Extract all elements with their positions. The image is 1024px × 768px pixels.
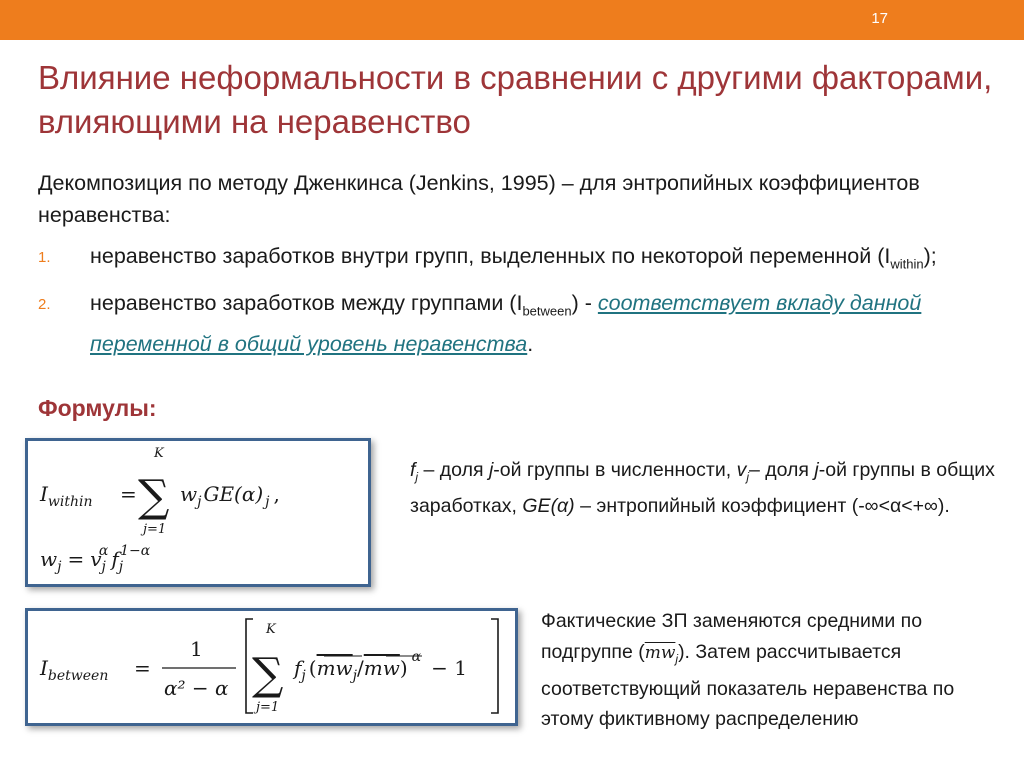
- svg-text:=: =: [120, 482, 137, 506]
- list-text: неравенство заработков внутри групп, выделенных по некоторой переменной (I: [90, 244, 891, 268]
- var-mw-sub: j: [675, 651, 679, 666]
- variables-explanation: [410, 456, 1010, 521]
- formula-within-box: [25, 438, 371, 587]
- list-item: [38, 240, 1008, 280]
- text-part: – энтропийный коэффициент (-∞<α<+∞).: [574, 494, 950, 517]
- var-v: v: [736, 459, 747, 481]
- svg-text:=: =: [134, 656, 151, 680]
- text-part: – доля: [418, 459, 489, 481]
- svg-text:wjGE(α)j,: $w_j$ GE(α) $_j$ ,: [180, 482, 280, 510]
- svg-text:K: K: [154, 446, 164, 461]
- text-part: – доля: [749, 459, 815, 481]
- svg-text:∑: ∑: [138, 471, 170, 522]
- var-j: j: [814, 459, 819, 481]
- list-number: 2.: [38, 296, 51, 314]
- text-part: -ой группы в общих заработках,: [410, 459, 995, 517]
- text-part: -ой группы в численности,: [493, 459, 737, 481]
- averages-explanation: [541, 606, 1011, 735]
- formulas-heading: Формулы:: [38, 395, 157, 421]
- svg-text:wj=vjαfj1−α: $w_j = v_j\alpha$ $f_j1-\alpha$: [40, 543, 151, 575]
- svg-text:∑: ∑: [252, 649, 284, 700]
- var-ge: GE(α): [522, 494, 575, 517]
- decomposition-list: [38, 240, 1008, 367]
- svg-text:fj(mwj/mw)α− 1: $f_j$ $(mw_j/mw) ^\alpha - 1$: [294, 649, 467, 684]
- list-text: неравенство заработков между группами (I: [90, 291, 523, 316]
- svg-text:1: 1: [190, 637, 203, 661]
- svg-text:Ibetween: $I_{between}$: [40, 656, 109, 684]
- list-subscript: within: [890, 256, 924, 272]
- text-part: Фактические ЗП заменяются средними по подгруппе (: [541, 610, 923, 663]
- contribution-link[interactable]: соответствует вкладу данной переменной в общий уровень неравенства: [90, 291, 922, 356]
- list-item: [38, 287, 1008, 359]
- var-f: f: [410, 459, 416, 481]
- var-v-sub: j: [746, 469, 749, 484]
- text-part: ). Затем рассчитывается соответствующий показатель неравенства по этому фиктивному распределению: [541, 640, 955, 731]
- slide-title: Влияние неформальности в сравнении с другими факторами, влияющими на неравенство: [38, 59, 993, 140]
- svg-text:j=1: j=1: [143, 522, 167, 537]
- svg-text:j=1: j=1: [256, 700, 280, 715]
- list-text-end: );: [923, 244, 937, 268]
- svg-text:Iwithin: $I_{within}$: [40, 482, 93, 510]
- list-subscript: between: [522, 303, 572, 319]
- formula-within: [28, 441, 368, 584]
- var-mw: $\overline{mw}$: [644, 642, 676, 663]
- svg-text:K: K: [266, 622, 276, 637]
- list-number: 1.: [38, 249, 51, 266]
- formula-between-box: [25, 608, 518, 726]
- list-text-end: .: [527, 331, 534, 356]
- svg-text:α² − α: α² − α: [164, 676, 229, 700]
- var-f-sub: j: [415, 469, 419, 484]
- list-text-mid: ) -: [571, 291, 598, 316]
- intro-text: Декомпозиция по методу Дженкинса (Jenkins, 1995) – для энтропийных коэффициентов неравенства:: [38, 171, 920, 227]
- formula-between: [28, 611, 515, 723]
- slide-number: 17: [871, 10, 888, 27]
- top-bar: [0, 0, 1024, 40]
- var-j: j: [488, 459, 494, 481]
